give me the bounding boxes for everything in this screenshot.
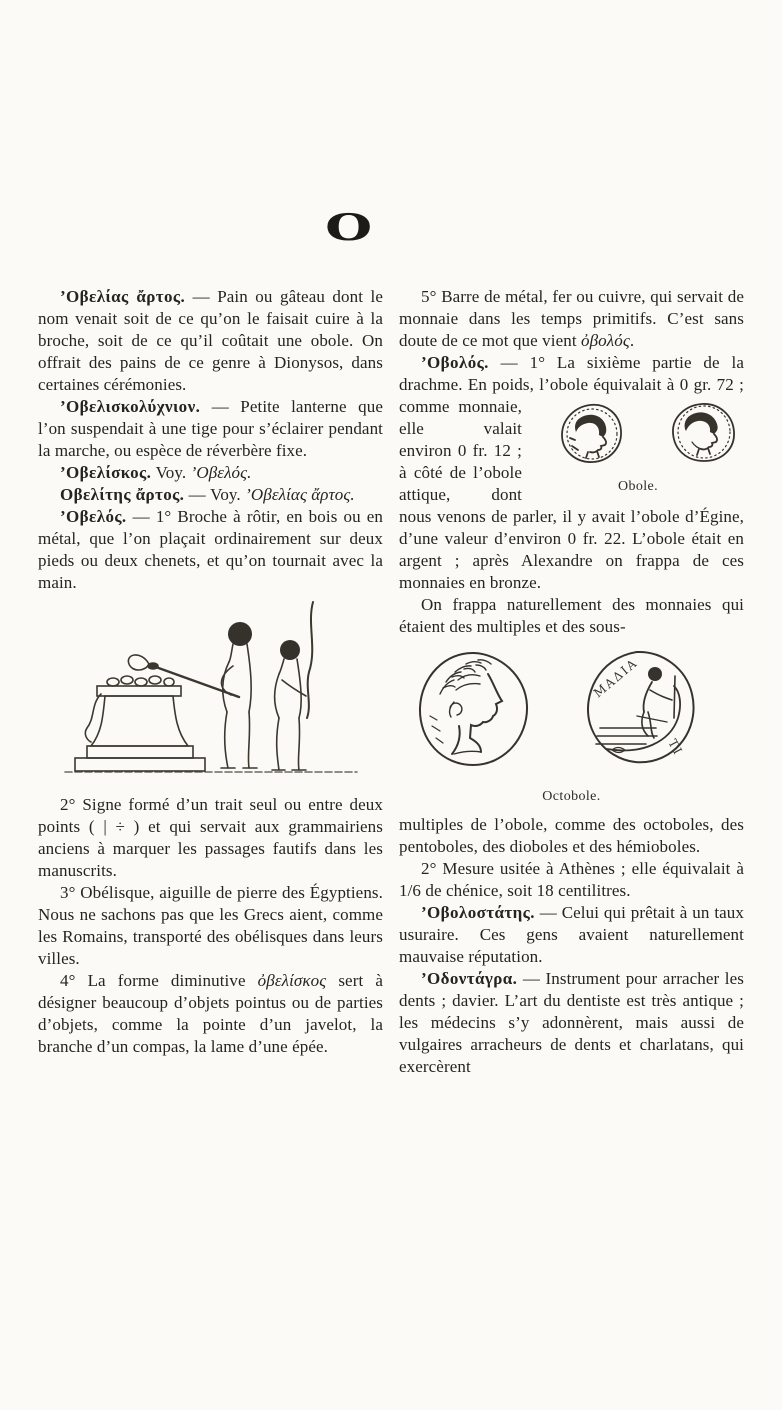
obole-coins-illustration — [532, 400, 744, 498]
entry-obelos-sense-2 — [38, 794, 383, 882]
entry-text: — Instrument pour arracher les dents ; davier. L’art du dentiste est très antique ; les médecins s’y adonnèrent, mais aussi de vulgaires arracheurs de dents et charlatans, qui exercèrent — [399, 969, 744, 1076]
entry-text: — Pain ou gâteau dont le nom venait soit de ce qu’on le faisait cuire à la broche, soit de ce qu’il coûtait une obole. On offrait des pains de ce genre à Dionysos, dans certaines cérémonies. — [38, 287, 384, 394]
headword: ’Οβελίας ἄρτος. — [60, 287, 186, 306]
octobole-coins-illustration — [399, 646, 744, 808]
altar-roasting-illustration — [38, 600, 383, 786]
entry-text: multiples de l’obole, comme des octoboles, des pentoboles, des dioboles et des hémioboles. — [399, 815, 744, 856]
headword: ’Οβολός. — [421, 353, 489, 372]
para-on-frappa — [399, 594, 744, 638]
entry-text: 2° Signe formé d’un trait seul ou entre deux points ( | ÷ ) et qui servait aux grammairiens anciens à marquer les passages fautifs dans les manuscrits. — [38, 795, 383, 880]
section-letter-glyph: O — [325, 206, 373, 250]
coin-legend-ti: ΤΙ — [664, 736, 686, 759]
entry-obelos-sense-4 — [38, 970, 383, 1058]
headword: ’Οδοντάγρα. — [421, 969, 518, 988]
entry-obelos — [38, 506, 383, 594]
octobole-coins-drawing — [412, 646, 732, 784]
entry-text: — Voy. — [184, 485, 246, 504]
headword: ’Οβελισκολύχνιον. — [60, 397, 201, 416]
entry-text: — Celui qui prêtait à un taux usuraire. Ces gens avaient naturellement mauvaise réputation. — [399, 903, 744, 966]
entry-text: Voy. — [151, 463, 191, 482]
entry-text: — 1° La sixième partie de la drachme. En poids, l’obole équivalait — [399, 353, 744, 394]
figure-caption-octobole: Octobole. — [542, 789, 601, 804]
greek-word: ὀβολός — [581, 331, 630, 350]
para-multiples — [399, 814, 744, 858]
headword: Οβελίτης ἄρτος. — [60, 485, 185, 504]
headword: ’Οβολοστάτης. — [421, 903, 535, 922]
entry-obeliskos — [38, 462, 383, 484]
right-column — [399, 286, 744, 1078]
entry-text: — Petite lanterne que l’on suspendait à une tige pour s’éclairer pendant la marche, ou espèce de réverbère fixe. — [38, 397, 383, 460]
entry-obeliskolychnion — [38, 396, 383, 462]
entry-text: à 0 gr. 72 ; comme monnaie, elle valait environ 0 fr. 12 ; à côté de l’obole attique, dont nous venons de parler, il y avait l’obole d’Égine, d’une valeur d’environ 0 fr. 22. L’obole était en argent ; après Alexandre on frappa de ces monnaies en bronze. — [399, 375, 744, 592]
figure-caption-obole: Obole. — [617, 479, 659, 494]
left-column — [38, 286, 383, 1078]
headword: ’Οβελίσκος. — [60, 463, 152, 482]
headword: ’Οβελός. — [60, 507, 127, 526]
coin-legend-madia: ΜΑΔΙΑ — [590, 655, 641, 701]
greek-reference: ’Οβελίας ἄρτος. — [245, 485, 355, 504]
entry-text: . — [629, 331, 635, 350]
greek-reference: ’Οβελός. — [190, 463, 252, 482]
text-columns — [38, 286, 744, 1078]
entry-obelias-artos — [38, 286, 383, 396]
entry-text: — 1° Broche à rôtir, en bois ou en métal, que l’on plaçait ordinairement sur deux pieds ou deux chenets, et qu’on tournait avec la main. — [38, 507, 383, 592]
entry-obelos-sense-5 — [399, 286, 744, 352]
greek-word: ὀβελίσκος — [257, 971, 327, 990]
entry-text: On frappa naturellement des monnaies qui étaient des multiples et des sous- — [399, 595, 744, 636]
entry-obelos-sense-3 — [38, 882, 383, 970]
entry-text: 3° Obélisque, aiguille de pierre des Égyptiens. Nous ne sachons pas que les Grecs aient, comme les Romains, transporté des obélisques dans leurs villes. — [38, 883, 383, 968]
entry-obolos-sense-2 — [399, 858, 744, 902]
section-letter-O — [40, 206, 742, 256]
entry-obelites-artos — [38, 484, 383, 506]
entry-text: 2° Mesure usitée à Athènes ; elle équivalait à 1/6 de chénice, soit 18 centilitres. — [399, 859, 744, 900]
entry-odontagra — [399, 968, 744, 1078]
entry-obolos — [399, 352, 744, 594]
scanned-dictionary-page — [0, 206, 782, 1410]
entry-text: 4° La forme diminutive — [60, 971, 258, 990]
entry-text: sert à désigner beaucoup d’objets pointus ou de parties d’objets, comme la pointe d’un javelot, la branche d’un compas, la lame d’une épée. — [38, 971, 383, 1056]
altar-scene-drawing — [61, 600, 361, 786]
entry-obolostates — [399, 902, 744, 968]
obole-coins-drawing — [554, 400, 754, 468]
entry-text: 5° Barre de métal, fer ou cuivre, qui servait de monnaie dans les temps primitifs. C’est sans doute de ce mot que vient — [399, 287, 744, 350]
